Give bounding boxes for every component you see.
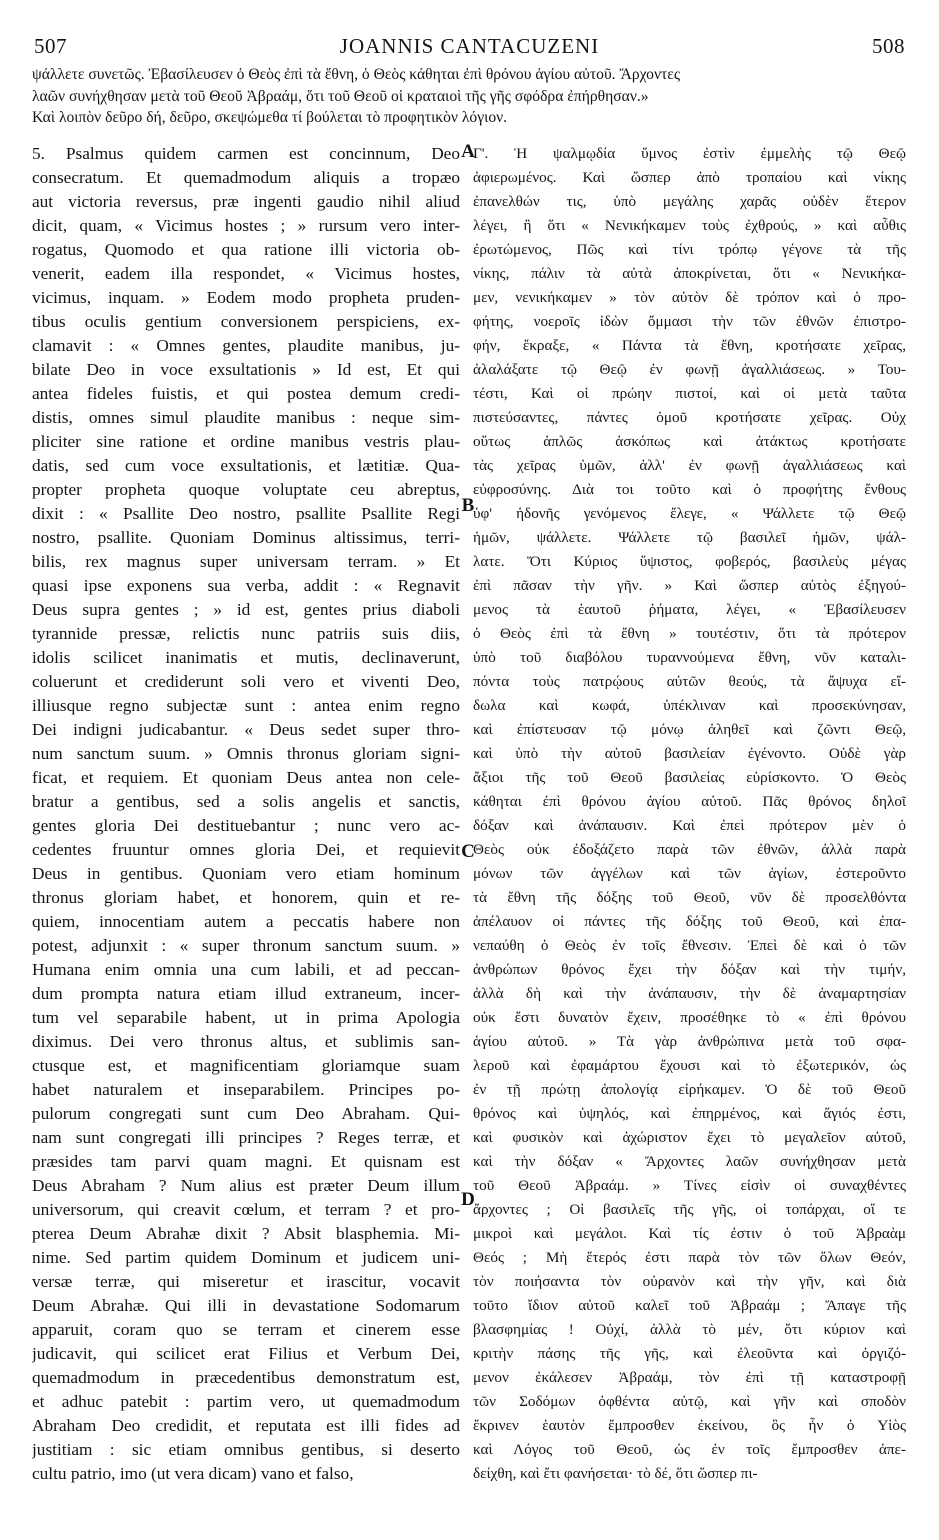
greek-text-line: ὁ Θεὸς ἐπὶ τὰ ἔθνη » τουτέστιν, ὅτι τὰ πρότερον	[473, 625, 906, 642]
margin-marker-a: A	[461, 141, 475, 162]
margin-marker-b: B	[461, 495, 475, 516]
latin-text-line: bilate Deo in voce exsultationis » Id est, Et qui	[32, 360, 460, 379]
latin-text-line: gentes gloria Dei destituebantur ; nunc vero ac-	[32, 816, 460, 835]
latin-text-line: cultu patrio, imo (ut vera dicam) vano et falso,	[32, 1464, 354, 1483]
greek-text-line: τοῦτο ἴδιον αὐτοῦ καλεῖ τοῦ Ἀβραάμ ; Ἄπαγε τῆς	[473, 1297, 906, 1314]
greek-text-line: ἡμῶν, ψάλλετε. Ψάλλετε τῷ βασιλεῖ ἡμῶν, ψάλ-	[473, 529, 906, 546]
latin-text-line: Humana enim omnia una cum labili, et ad peccan-	[32, 960, 460, 979]
margin-marker-c: C	[461, 841, 475, 862]
greek-text-line: ἄρχοντες ; Οἱ βασιλεῖς τῆς γῆς, οἱ τοπάρχαι, οἵ τε	[473, 1201, 906, 1218]
greek-text-line: νεπαύθη ὁ Θεὸς ἐν τοῖς ἔθνεσιν. Ἐπεὶ δὲ καὶ ὁ τῶν	[473, 937, 906, 954]
greek-text-line: μενον ἐκάλεσεν Ἀβραάμ, τὸν ἐπὶ τῇ καταστροφῇ	[473, 1369, 906, 1386]
latin-text-line: clamavit : « Omnes gentes, plaudite manibus, ju-	[32, 336, 460, 355]
latin-text-line: universorum, qui creavit cœlum, et terram ? et pro-	[32, 1200, 460, 1219]
latin-text-line: aut victoria reversus, præ ingenti gaudio nihil aliud	[32, 192, 460, 211]
greek-text-line: ἀπέλαυον οἱ πάντες τῆς δόξης τοῦ Θεοῦ, καὶ ἐπα-	[473, 913, 906, 930]
latin-text-line: Deum Abrahæ. Qui illi in devastatione Sodomarum	[32, 1296, 460, 1315]
greek-text-line: φήν, ἔκραξε, « Πάντα τὰ ἔθνη, κροτήσατε χεῖρας,	[473, 337, 906, 354]
latin-text-line: potest, adjunxit : « super thronum sanctum suum. »	[32, 936, 460, 955]
greek-text-line: ἐπανελθών τις, ὑπὸ μεγάλης χαρᾶς οὐδὲν ἕτερον	[473, 193, 906, 210]
latin-text-line: dixit : « Psallite Deo nostro, psallite Psallite Regi	[32, 504, 460, 523]
latin-text-line: Deus Abraham ? Num alius est præter Deum illum	[32, 1176, 460, 1195]
latin-text-line: pliciter sine ratione et ordine manibus vestris plau-	[32, 432, 460, 451]
latin-text-line: tum vel separabile habent, ut in prima Apologia	[32, 1008, 460, 1027]
latin-text-line: habet naturalem et inseparabilem. Principes po-	[32, 1080, 460, 1099]
greek-text-line: τῶν Σοδόμων ὀφθέντα αὐτῷ, καὶ γῆν καὶ σποδὸν	[473, 1393, 906, 1410]
greek-text-line: ἔκρινεν ἑαυτὸν ἔμπροσθεν ἐκείνου, ὃς ἦν ὁ Υἱὸς	[473, 1417, 906, 1434]
greek-text-line: ἐπὶ πᾶσαν τὴν γῆν. » Καὶ ὥσπερ αὐτὸς ἐξηγού-	[473, 577, 906, 594]
latin-text-line: pulorum congregati sunt cum Deo Abraham. Qui-	[32, 1104, 460, 1123]
greek-text-line: μενος τὰ ἑαυτοῦ ῥήματα, λέγει, « Ἐβασίλευσεν	[473, 601, 906, 618]
greek-text-line: ἄξιοι τῆς τοῦ Θεοῦ βασιλείας εὑρίσκοντο. Ὁ Θεὸς	[473, 769, 906, 786]
greek-text-line: πόντα τοὺς πατρῴους αὐτῶν θεούς, τὰ ἄψυχα εἴ-	[473, 673, 906, 690]
latin-text-line: consecratum. Et quemadmodum aliquis a tropæo	[32, 168, 460, 187]
latin-text-line: nime. Sed partim quidem Dominum et judicem uni-	[32, 1248, 460, 1267]
greek-text-line: μόνων τῶν ἀγγέλων καὶ τῶν ἁγίων, ἐστεροῦντο	[473, 865, 906, 882]
greek-text-line: ἀλλὰ δὴ καὶ τὴν ἀνάπαυσιν, τὴν δὲ ἀναμαρτησίαν	[473, 985, 906, 1002]
greek-text-line: πιστεύσαντες, πάντες ὁμοῦ κροτήσατε χεῖρας. Οὐχ	[473, 409, 906, 426]
latin-text-line: quasi ipse exponens sua verba, addit : « Regnavit	[32, 576, 460, 595]
latin-text-line: versæ terræ, qui miseretur et irascitur, vocavit	[32, 1272, 460, 1291]
page-header	[30, 34, 909, 60]
intro-line: λαῶν συνήχθησαν μετὰ τοῦ Θεοῦ Ἀβραάμ, ὅτι τοῦ Θεοῦ οἱ κραταιοὶ τῆς γῆς σφόδρα ἐπήρθησαν.»	[32, 87, 649, 105]
latin-text-line: vicimus, inquam. » Eodem modo propheta pruden-	[32, 288, 460, 307]
greek-text-line: εὐφροσύνης. Διὰ τοι τοῦτο καὶ ὁ προφήτης ἔνθους	[473, 481, 906, 498]
latin-text-line: antea fideles fuistis, et qui postea demum credi-	[32, 384, 460, 403]
greek-text-line: τοῦ Θεοῦ Ἀβραάμ. » Τίνες εἰσὶν οἱ συναχθέντες	[473, 1177, 906, 1194]
latin-text-line: nam sunt congregati illi principes ? Reges terræ, et	[32, 1128, 460, 1147]
greek-text-line: κριτὴν πάσης τῆς γῆς, καὶ ἐλεοῦντα καὶ ὀργιζό-	[473, 1345, 906, 1362]
latin-text-line: coluerunt et crediderunt soli vero et viventi Deo,	[32, 672, 460, 691]
latin-text-line: nostro, psallite. Quoniam Dominus altissimus, terri-	[32, 528, 460, 547]
greek-text-line: κάθηται ἐπὶ θρόνου ἁγίου αὐτοῦ. Πᾶς θρόνος δηλοῖ	[473, 793, 906, 810]
latin-text-line: dicit, quam, « Vicimus hostes ; » rursum vero inter-	[32, 216, 460, 235]
latin-text-line: thronus gloriam habet, et honorem, quin et re-	[32, 888, 460, 907]
greek-text-line: λεροῦ καὶ ἐφαμάρτου ἔχουσι καὶ τὸ ἐξωτερικόν, ὡς	[473, 1057, 906, 1074]
greek-text-line: δείχθη, καὶ ἔτι φανήσεται· τὸ δέ, ὅτι ὥσπερ πι-	[473, 1465, 758, 1482]
latin-text-line: tibus oculis gentium conversionem perspiciens, ex-	[32, 312, 460, 331]
latin-text-line: idolis scilicet inanimatis et mutis, declinaverunt,	[32, 648, 460, 667]
greek-text-line: καὶ ὑπὸ τὴν αὐτοῦ βασιλείαν ἐγένοντο. Οὐδὲ γὰρ	[473, 745, 906, 762]
latin-text-line: cedentes fruuntur omnes gloria Dei, et requievit	[32, 840, 460, 859]
latin-text-line: distis, omnes simul plaudite manibus : neque sim-	[32, 408, 460, 427]
latin-text-line: propter propheta quoque voluptate ceu abreptus,	[32, 480, 460, 499]
greek-text-line: οὕτως ἁπλῶς ἀσκόπως καὶ ἀτάκτως κροτήσατε	[473, 433, 906, 450]
latin-text-line: judicavit, qui scilicet erat Filius et Verbum Dei,	[32, 1344, 460, 1363]
latin-text-line: datis, sed cum voce exsultationis, et lætitiæ. Qua-	[32, 456, 460, 475]
greek-text-line: ὑπὸ τοῦ διαβόλου τυραννούμενα ἔθνη, νῦν καταλι-	[473, 649, 906, 666]
latin-text-line: tyrannide pressæ, relictis nunc patriis suis diis,	[32, 624, 460, 643]
greek-text-line: τὰς χεῖρας ὑμῶν, ἀλλ' ἐν φωνῇ ἀγαλλιάσεως καὶ	[473, 457, 906, 474]
latin-text-line: dum prompta natura etiam illud extraneum, incer-	[32, 984, 460, 1003]
greek-text-line: ἀνθρώπων θρόνος ἔχει τὴν δόξαν καὶ τὴν τιμήν,	[473, 961, 906, 978]
latin-text-line: apparuit, coram quo se terram et cinerem esse	[32, 1320, 460, 1339]
latin-text-line: quemadmodum in præcedentibus demonstratum est,	[32, 1368, 460, 1387]
intro-line: ψάλλετε συνετῶς. Ἐβασίλευσεν ὁ Θεὸς ἐπὶ τὰ ἔθνη, ὁ Θεὸς κάθηται ἐπὶ θρόνου ἁγίου αὐτοῦ. Ἄρχοντες	[32, 66, 681, 83]
latin-text-line: ficat, et requiem. Et quoniam Deus antea non cele-	[32, 768, 460, 787]
latin-text-line: ctusque est, et magnificentiam gloriamque suam	[32, 1056, 460, 1075]
latin-text-line: illiusque regno subjectæ sunt : antea enim regno	[32, 696, 460, 715]
greek-text-line: καὶ Λόγος τοῦ Θεοῦ, ὡς ἐν τοῖς ἔμπροσθεν ἀπε-	[473, 1441, 906, 1458]
running-title: JOANNIS CANTACUZENI	[339, 34, 600, 58]
greek-text-line: Θεός ; Μὴ ἕτερός ἐστι παρὰ τὸν τῶν ὅλων Θεόν,	[473, 1249, 906, 1266]
greek-column	[473, 142, 906, 1486]
latin-column	[32, 142, 460, 1486]
greek-text-line: καὶ φυσικὸν καὶ ἀχώριστον ἔχει τὸ μεγαλεῖον αὐτοῦ,	[473, 1129, 906, 1146]
greek-text-line: ὑφ' ἡδονῆς γενόμενος ἔλεγε, « Ψάλλετε τῷ Θεῷ	[473, 505, 906, 522]
greek-text-line: Γ'. Ἡ ψαλμῳδία ὕμνος ἐστὶν ἐμμελὴς τῷ Θεῷ	[473, 145, 906, 162]
greek-text-line: τὰ ἔθνη τῆς δόξης τοῦ Θεοῦ, νῦν δὲ προσελθόντα	[473, 889, 906, 906]
greek-text-line: οὐκ ἔστι δυνατὸν ἔχειν, προσέθηκε τὸ « ἐπὶ θρόνου	[473, 1009, 906, 1026]
greek-text-line: λατε. Ὅτι Κύριος ὕψιστος, φοβερός, βασιλεὺς μέγας	[473, 553, 906, 570]
latin-text-line: Deus supra gentes ; » id est, gentes prius diaboli	[32, 600, 460, 619]
greek-text-line: μεν, νενικήκαμεν » τὸν αὐτὸν δὲ τρόπον καὶ ὁ προ-	[473, 289, 906, 306]
greek-text-line: λέγει, ἢ ὅτι « Νενικήκαμεν τοὺς ἐχθρούς, » καὶ αὖθις	[473, 217, 906, 234]
greek-text-line: τὸν ποιήσαντα τὸν οὐρανὸν καὶ τὴν γῆν, καὶ διὰ	[473, 1273, 906, 1290]
latin-text-line: et adhuc patebit : partim vero, ut quemadmodum	[32, 1392, 460, 1411]
greek-text-line: καὶ ἐπίστευσαν τῷ μόνῳ ἀληθεῖ καὶ ζῶντι Θεῷ,	[473, 721, 906, 738]
latin-text-line: rogatus, Quomodo et qua ratione illi victoria ob-	[32, 240, 460, 259]
latin-text-line: quiem, innocentiam autem a peccatis habere non	[32, 912, 460, 931]
latin-text-line: Abraham Deo credidit, et reputata est illi fides ad	[32, 1416, 460, 1435]
latin-text-line: justitiam : sic etiam omnibus gentibus, si deserto	[32, 1440, 460, 1459]
margin-marker-d: D	[461, 1189, 475, 1210]
latin-text-line: bratur a gentibus, sed a solis angelis et sanctis,	[32, 792, 460, 811]
latin-text-line: num sanctum suum. » Omnis thronus gloriam signi-	[32, 744, 460, 763]
latin-text-line: præsides tam parvi quam magni. Et quisnam est	[32, 1152, 460, 1171]
greek-text-line: ἐρωτώμενος, Πῶς καὶ τίνι τρόπῳ γέγονε τὰ τῆς	[473, 241, 906, 258]
page-number-left: 507	[34, 34, 67, 58]
latin-text-line: Dei indigni judicabantur. « Deus sedet super thro-	[32, 720, 460, 739]
greek-text-line: ἀφιερωμένος. Καὶ ὥσπερ ἀπὸ τροπαίου καὶ νίκης	[473, 169, 906, 186]
greek-text-line: μικροὶ καὶ μεγάλοι. Καὶ τίς ἐστιν ὁ τοῦ Ἀβραὰμ	[473, 1225, 906, 1242]
greek-text-line: ἁγίου αὐτοῦ. » Τὰ γὰρ ἀνθρώπινα μετὰ τοῦ σφα-	[473, 1033, 906, 1050]
intro-line: Καὶ λοιπὸν δεῦρο δή, δεῦρο, σκεψώμεθα τί βούλεται τὸ προφητικὸν λόγιον.	[32, 109, 508, 126]
latin-text-line: Deus in gentibus. Quoniam vero etiam hominum	[32, 864, 460, 883]
page-number-right: 508	[872, 34, 905, 58]
greek-text-line: τέστι, Καὶ οἱ πρώην πιστοί, καὶ οἱ μετὰ ταῦτα	[473, 385, 906, 402]
latin-text-line: pterea Deum Abrahæ dixit ? Absit blasphemia. Mi-	[32, 1224, 460, 1243]
greek-text-line: νίκης, πάλιν τὰ αὐτὰ ἀποκρίνεται, ὅτι « Νενικήκα-	[473, 265, 906, 282]
greek-text-line: φήτης, νοεροῖς ἰδὼν ὄμμασι τὴν τῶν ἐθνῶν ἐπιστρο-	[473, 313, 906, 330]
greek-text-line: βλασφημίας ! Οὐχί, ἀλλὰ τὸ μέν, ὅτι κύριον καὶ	[473, 1321, 906, 1338]
greek-text-line: ἐν τῇ πρώτῃ ἀπολογίᾳ εἰρήκαμεν. Ὁ δὲ τοῦ Θεοῦ	[473, 1081, 906, 1098]
intro-greek-passage	[32, 64, 908, 129]
latin-text-line: venerit, eadem illa respondet, « Vicimus hostes,	[32, 264, 460, 283]
latin-text-line: diximus. Dei vero thronus altus, et sublimis san-	[32, 1032, 460, 1051]
greek-text-line: ἀλαλάξατε τῷ Θεῷ ἐν φωνῇ ἀγαλλιάσεως. » Του-	[473, 361, 906, 378]
latin-text-line: bilis, rex magnus super universam terram. » Et	[32, 552, 460, 571]
latin-text-line: 5. Psalmus quidem carmen est concinnum, Deo	[32, 144, 460, 163]
greek-text-line: Θεὸς οὐκ ἐδοξάζετο παρὰ τῶν ἐθνῶν, ἀλλὰ παρὰ	[473, 841, 906, 858]
greek-text-line: καὶ τὴν δόξαν « Ἄρχοντες λαῶν συνήχθησαν μετὰ	[473, 1153, 906, 1170]
greek-text-line: θρόνος καὶ ὑψηλός, καὶ ἐπηρμένος, καὶ ἅγιός ἐστι,	[473, 1105, 906, 1122]
greek-text-line: δωλα καὶ κωφά, ὑπέκλιναν καὶ προσεκύνησαν,	[473, 697, 906, 714]
greek-text-line: δόξαν καὶ ἀνάπαυσιν. Καὶ ἐπεὶ πρότερον μὲν ὁ	[473, 817, 906, 834]
